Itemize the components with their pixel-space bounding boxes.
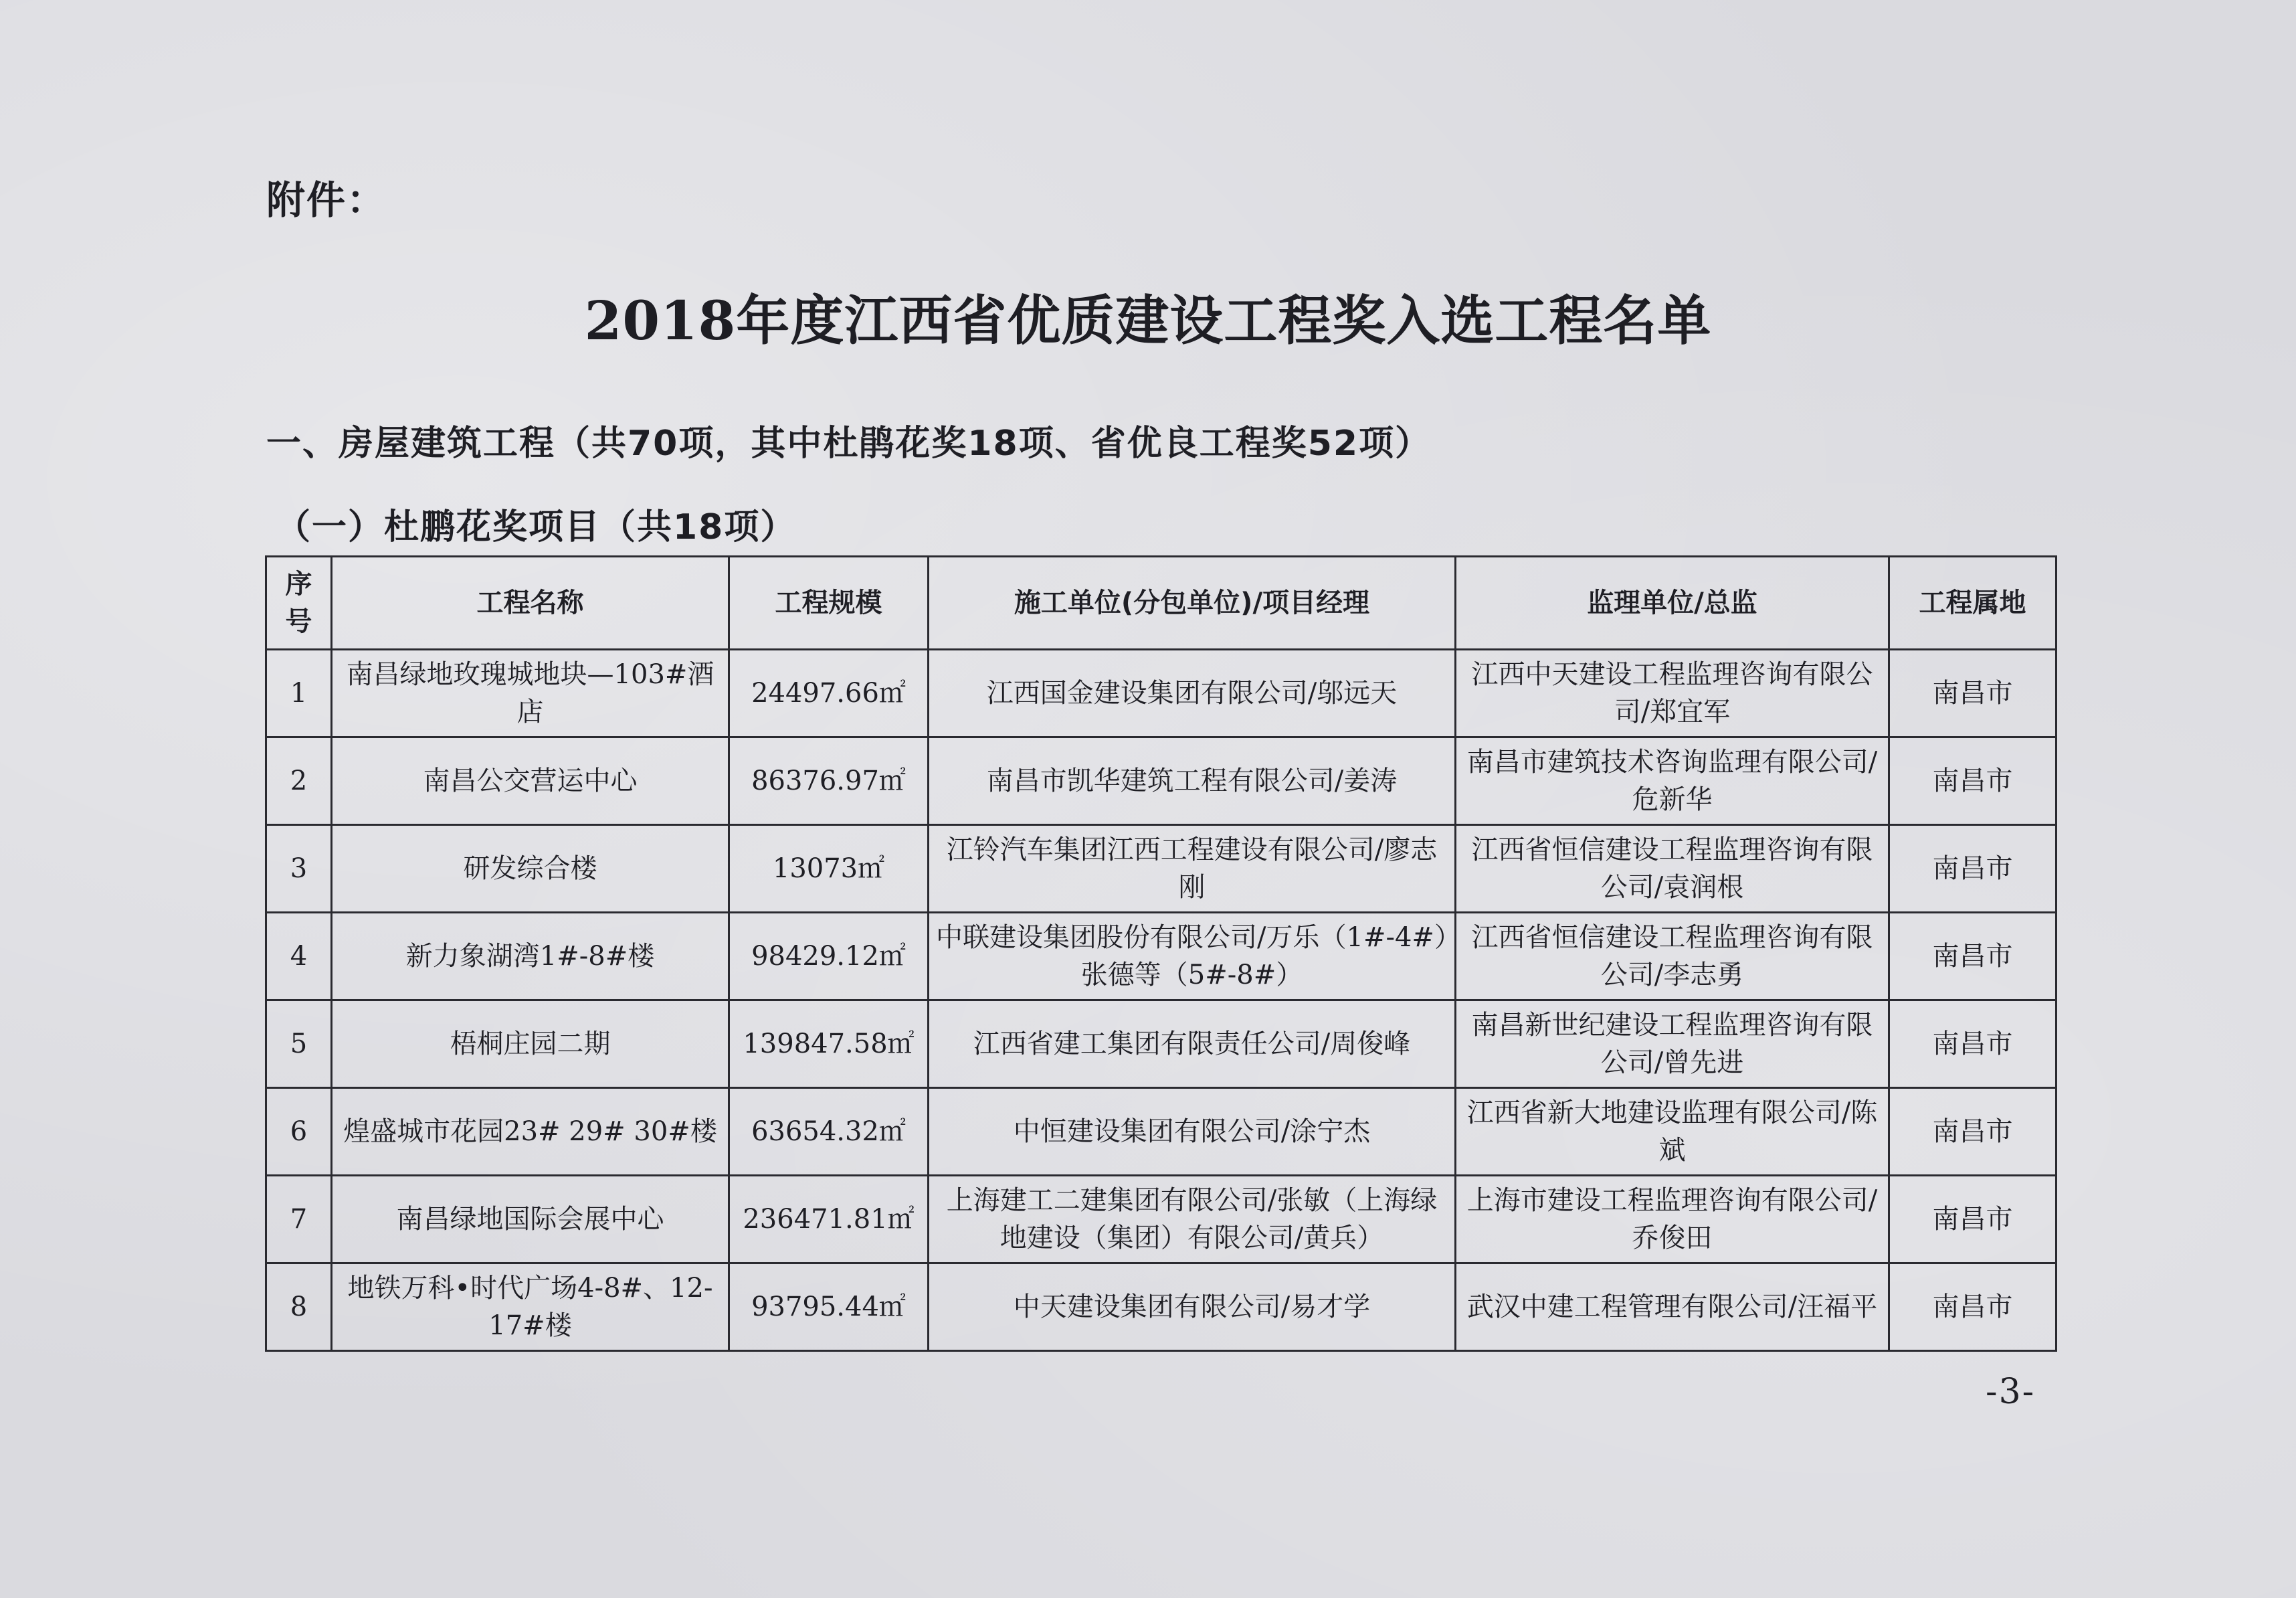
cell-name: 新力象湖湾1#-8#楼 bbox=[332, 913, 729, 1000]
cell-name: 梧桐庄园二期 bbox=[332, 1000, 729, 1088]
cell-seq: 3 bbox=[266, 825, 332, 913]
header-name: 工程名称 bbox=[332, 557, 729, 650]
table-row bbox=[266, 650, 2056, 737]
table-row bbox=[266, 1088, 2056, 1176]
subsection-heading: （一）杜鹏花奖项目（共18项） bbox=[276, 507, 797, 547]
cell-name: 南昌绿地国际会展中心 bbox=[332, 1176, 729, 1263]
table-row bbox=[266, 1176, 2056, 1263]
cell-builder: 江铃汽车集团江西工程建设有限公司/廖志刚 bbox=[929, 825, 1456, 913]
cell-location: 南昌市 bbox=[1889, 1000, 2056, 1088]
cell-scale: 139847.58㎡ bbox=[729, 1000, 929, 1088]
header-builder: 施工单位(分包单位)/项目经理 bbox=[929, 557, 1456, 650]
cell-seq: 8 bbox=[266, 1263, 332, 1351]
table-row bbox=[266, 737, 2056, 825]
table-row bbox=[266, 913, 2056, 1000]
cell-scale: 236471.81㎡ bbox=[729, 1176, 929, 1263]
header-scale: 工程规模 bbox=[729, 557, 929, 650]
cell-location: 南昌市 bbox=[1889, 1176, 2056, 1263]
table-row bbox=[266, 1000, 2056, 1088]
header-location: 工程属地 bbox=[1889, 557, 2056, 650]
document-title: 2018年度江西省优质建设工程奖入选工程名单 bbox=[584, 289, 1712, 352]
cell-location: 南昌市 bbox=[1889, 1263, 2056, 1351]
table-header-row bbox=[266, 557, 2056, 650]
cell-seq: 7 bbox=[266, 1176, 332, 1263]
header-seq: 序号 bbox=[266, 557, 332, 650]
cell-supervisor: 江西省恒信建设工程监理咨询有限公司/李志勇 bbox=[1456, 913, 1889, 1000]
cell-seq: 4 bbox=[266, 913, 332, 1000]
cell-scale: 24497.66㎡ bbox=[729, 650, 929, 737]
cell-scale: 63654.32㎡ bbox=[729, 1088, 929, 1176]
cell-supervisor: 南昌新世纪建设工程监理咨询有限公司/曾先进 bbox=[1456, 1000, 1889, 1088]
header-supervisor: 监理单位/总监 bbox=[1456, 557, 1889, 650]
section-heading: 一、房屋建筑工程（共70项，其中杜鹃花奖18项、省优良工程奖52项） bbox=[266, 424, 1432, 464]
cell-scale: 13073㎡ bbox=[729, 825, 929, 913]
cell-name: 地铁万科•时代广场4-8#、12-17#楼 bbox=[332, 1263, 729, 1351]
cell-name: 南昌绿地玫瑰城地块—103#酒店 bbox=[332, 650, 729, 737]
cell-supervisor: 江西省恒信建设工程监理咨询有限公司/袁润根 bbox=[1456, 825, 1889, 913]
cell-supervisor: 江西省新大地建设监理有限公司/陈斌 bbox=[1456, 1088, 1889, 1176]
cell-supervisor: 武汉中建工程管理有限公司/汪福平 bbox=[1456, 1263, 1889, 1351]
cell-location: 南昌市 bbox=[1889, 825, 2056, 913]
cell-name: 南昌公交营运中心 bbox=[332, 737, 729, 825]
table-row bbox=[266, 825, 2056, 913]
cell-seq: 5 bbox=[266, 1000, 332, 1088]
cell-name: 煌盛城市花园23# 29# 30#楼 bbox=[332, 1088, 729, 1176]
cell-builder: 南昌市凯华建筑工程有限公司/姜涛 bbox=[929, 737, 1456, 825]
attachment-label: 附件： bbox=[266, 177, 387, 223]
cell-builder: 中恒建设集团有限公司/涂宁杰 bbox=[929, 1088, 1456, 1176]
cell-builder: 江西省建工集团有限责任公司/周俊峰 bbox=[929, 1000, 1456, 1088]
cell-builder: 中天建设集团有限公司/易才学 bbox=[929, 1263, 1456, 1351]
cell-supervisor: 江西中天建设工程监理咨询有限公司/郑宜军 bbox=[1456, 650, 1889, 737]
cell-location: 南昌市 bbox=[1889, 1088, 2056, 1176]
cell-seq: 2 bbox=[266, 737, 332, 825]
award-table bbox=[265, 555, 2057, 1352]
cell-supervisor: 南昌市建筑技术咨询监理有限公司/危新华 bbox=[1456, 737, 1889, 825]
cell-location: 南昌市 bbox=[1889, 737, 2056, 825]
cell-builder: 江西国金建设集团有限公司/邬远天 bbox=[929, 650, 1456, 737]
cell-scale: 86376.97㎡ bbox=[729, 737, 929, 825]
page-number: -3- bbox=[1986, 1372, 2036, 1412]
cell-seq: 6 bbox=[266, 1088, 332, 1176]
cell-scale: 93795.44㎡ bbox=[729, 1263, 929, 1351]
cell-scale: 98429.12㎡ bbox=[729, 913, 929, 1000]
table-row bbox=[266, 1263, 2056, 1351]
cell-name: 研发综合楼 bbox=[332, 825, 729, 913]
cell-location: 南昌市 bbox=[1889, 913, 2056, 1000]
cell-supervisor: 上海市建设工程监理咨询有限公司/乔俊田 bbox=[1456, 1176, 1889, 1263]
cell-seq: 1 bbox=[266, 650, 332, 737]
cell-location: 南昌市 bbox=[1889, 650, 2056, 737]
cell-builder: 上海建工二建集团有限公司/张敏（上海绿地建设（集团）有限公司/黄兵） bbox=[929, 1176, 1456, 1263]
cell-builder: 中联建设集团股份有限公司/万乐（1#-4#）张德等（5#-8#） bbox=[929, 913, 1456, 1000]
